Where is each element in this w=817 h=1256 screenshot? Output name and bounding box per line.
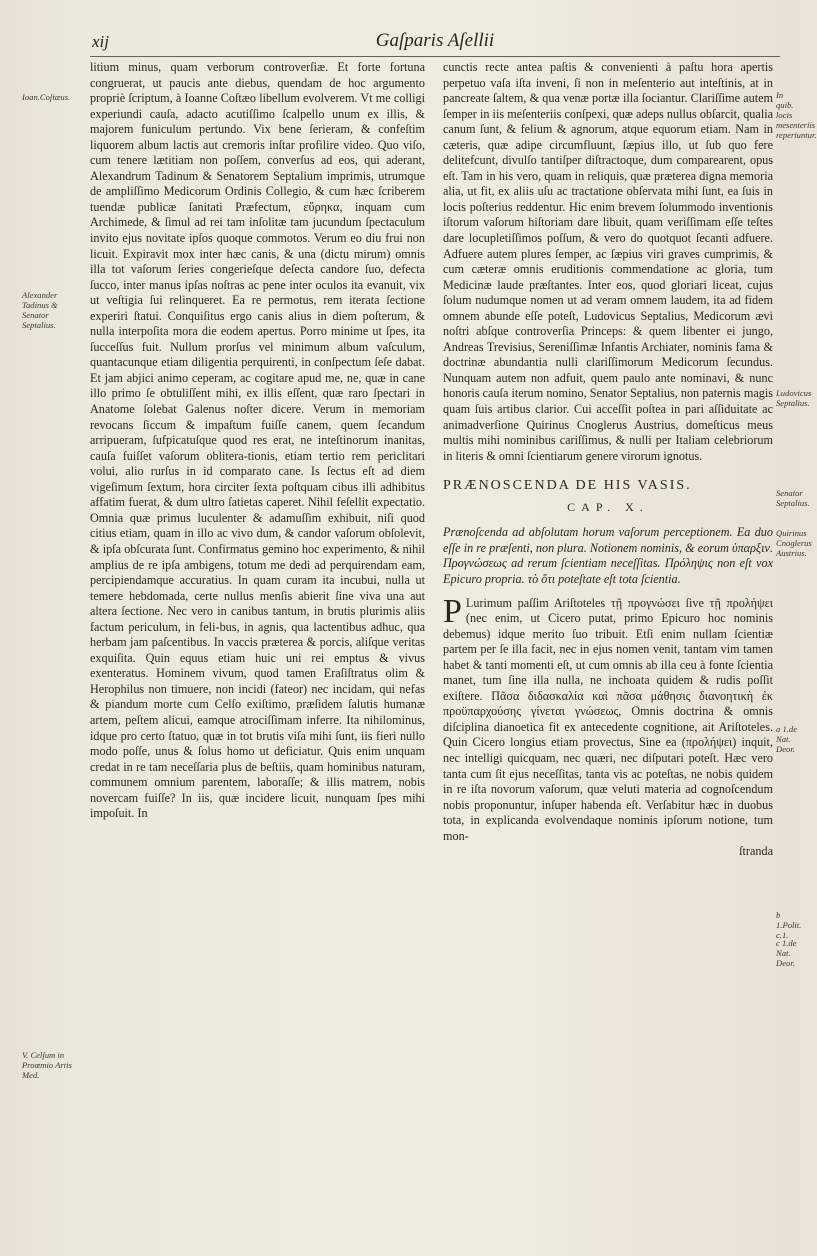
chapter-body: [443, 592, 773, 845]
margin-note-a: a 1.de Nat. Deor.: [776, 724, 798, 754]
section-heading: PRÆNOSCENDA DE HIS VASIS.: [443, 478, 692, 494]
chapter-summary: Prænoſcenda ad abſolutam horum vaſorum perceptionem. Ea duo eſſe in re præſenti, non plura. Notionem nominis, & eorum ὑπαρξιν. Προγνώσεως ad rerum ſcientiam neceſſitas. Πρόληψις non eſt vox Epicuro propria. τὸ ὅτι poteſtate eſt tota ſcientia.: [443, 525, 773, 586]
right-column: [443, 60, 773, 860]
catchword: ſtranda: [739, 844, 773, 859]
margin-note-b: b 1.Polit. c.1.: [776, 910, 802, 940]
margin-note-quirinus: Quirinus Cnoglerus Austrius.: [776, 528, 812, 558]
margin-note-locis: In quib. locis mesenteriis reperiuntur.: [776, 90, 817, 140]
right-column-text: cunctis recte antea paſtis & convenienti à paſtu hora apertis perpetuo vaſa iſta inveni, ſi non in meſenterio aut inteſtinis, at in pancreate ſaltem, & qua venæ portæ illa ſociantur. Clariſſime autem ſemper in iis meſenteriis conſpexi, quæ adeps nullus obſarcit, qualia canum ſunt, & felium & agnorum, atque equorum etiam. Nam in cæteris, quæ adipe circumfluunt, ſæpius illo, ut ſub quo fere delitefcunt, divulſo tantiſper diſtractoque, dum comparearent, opus eſt. Tam in his vero, quam in reliquis, quæ præterea digna memoria alia, ut fit, ex aliis uſu ac tractatione obſervata mihi ſunt, ea ſuis in locis poſterius reddentur. Hic enim brevem ſolummodo inventionis iſtorum vaſorum hiſtoriam dare libuit, quam veriſſimam eſſe teſtes dare locupletiſſimos poſſum, & vero do quotquot ſecanti adfuere. Adfuere autem plures ſemper, ac ſæpius viri graves cumprimis, & cum cæteræ omnis eruditionis commendatione ac gloria, tum Medicinæ laude præſtantes. Inter eos, quod gloriari liceat, cujus ſolum nudumque nomen ut ad veram omnem laudem, ita ad fidem omnem abunde eſſe poteſt, Ludovicus Septalius, Medicorum ævi noſtri abſque controverſia Princeps: & quem libenter ei jungo, Andreas Trevisius, Sereniſſimæ Infantis Archiater, nominis fama & doctrinæ abundantia nulli clariſſimorum Medicorum ſecundus. Nunquam autem non adfuit, quem paulo ante nominavi, & nunc honoris cauſa iterum nomino, Senator Septalius, non paternis magis quam ſuis artibus clarior. Cui acceſſit poſtea in pari aſſiduitate ac animadverſione Quirinus Cnoglerus Austrius, domeſticus meus multis mihi nominibus cariſſimus, & nulli per Italiam celebriorum in literis & omni ſcientiarum genere virorum ignotus.: [443, 60, 773, 463]
running-title: Gaſparis Aſellii: [375, 30, 495, 51]
margin-note-c: c 1.de Nat. Deor.: [776, 938, 797, 968]
margin-note-ludovicus: Ludovicus Septalius.: [776, 388, 812, 408]
left-column: [90, 60, 425, 822]
page-header: [90, 30, 780, 57]
left-column-text: litium minus, quam verborum controverſiæ. Et forte fortuna congruerat, ut paucis ante diebus, quendam de hoc argumento propriè ſcriptum, à Ioanne Coſtæo libellum evolverem. Vt me colligi experiundi cauſa, adacto acutiſſimo ſcalpello unum ex illis, & majorem funiculum pertundo. Vix bene ſerieram, & confeſtim liquorem album lactis aut cremoris inſtar profilire video. Quo viſo, cum tenere lætitiam non poſſem, converſus ad eos, qui aderant, Alexandrum Tadinum & Senatorem Septalium imprimis, utrumque de ampliſſimo Medicorum Ordinis Collegio, & cum hæc ſcriberem tuendæ publicæ ſanitati Præfectum, εὕρηκα, inquam cum Archimede, & ſimul ad rei tam inſolitæ tam jucundum ſpectaculum invito ejus novitate ipſos quoque commotos. Verum eo diu frui non licuit. Expiravit mox inter hæc canis, & una (dictu mirum) omnis illa tot vaſorum ſeries congerieſque deſecta candore ſuo, defecta ſucco, inter manus ipſas noſtras ac pene inter oculos ita evanuit, vix ut veſtigia ſui relinqueret. Ea re permotus, rem iterata ſectione experiri ſtatui. Conquiſitus ergo canis alius in diem poſterum, & nulla interpoſita mora die eodem apertus. Porro minime ut ſpes, ita ſucceſſus fuit. Nullum prorſus vel minimum album vaſculum, quantacunque etiam diligentia perquirenti, in conſpectum ſeſe dabat. Et jam abjici animo ceperam, ac cogitare apud me, ne, quæ in canе illo primo ſe obtuliſſent mihi, ex illis eſſent, quæ raro ſpectari in Anatome ſolebat Galenus noſter dicere. Verum in memoriam revocans ſiccum & impaſtum fuiſſe canem, quem ſecandum arripueram, ſufpicatuſque quod res erat, ne inteſtinorum inanitas, cauſa fuiſſet vaſorum oblitera-tionis, etiam tertio rem periclitari volui, alio rurſus in id comparato cane. Is ſectus eſt ad diem vigeſimum ſextum, hora circiter ſexta poſtquam cibus illi adhibitus affatim fuerat, & dum ultro ſatietas caperet. Nihil feſellit expectatio. Omnia quæ primus luculenter & adamuſſim exhibuit, niſi quod citius etiam, quam in illo ac vivo dum, & candor vaſorum obſolevit, & ipſa obſcurata ſunt. Confirmatus gemino hoc experimento, & nihil amplius de re ipſa ambigens, totum me dedi ad perquirendam eam, percipiendamque accuratius. In quam curam ita incubui, nulla ut temere hebdomada, certe nullus menſis abierit ſine viva una aut altera ſectione. Nec vero in canibus tantum, in brutis plurimis aliis factum periculum, in feli-bus, in agnis, qua lactentibus adhuc, qua herbam jam paſcentibus. In vaccis præterea & porcis, aliſque veritas exquiſita. Quin equus etiam huic uni rei emptus & vivus exenteratus. Hominem vivum, quod tamen Eraſiſtratus olim & Herophilus non timuere, non incidi (fateor) nec incidam, qui nefas & piandum morte cum Celſo exiſtimo, præſidem ſalutis humanæ artem, peſtem alicui, eamque atrociſſimam inferre. Ita nihilominus, idque pro certo ſtatuo, quæ in tot brutis viſa mihi ſunt, iis fieri nullo modo poſſe, unus & ſolus homo ut deficiatur. Quis enim unquam credat in re tam neceſſaria plus de beſtiis, quam hominibus naturam, communem omnium parentem, laboraſſe; & illis matrem, nobis novercam fuiſſe? In iis, quæ incidere licuit, nunquam ſpes mihi impoſuit. In: [90, 60, 425, 821]
margin-note-tadinus: Alexander Tadinus & Senator Septalius.: [22, 290, 58, 330]
margin-note-celsus: V. Celſum in Proœmio Artis Med.: [22, 1050, 72, 1080]
chapter-number: CAP. X.: [567, 499, 649, 514]
chapter-body-text: Lurimum paſſim Ariſtoteles τῇ προγνώσει ſive τῇ προλήψει (nec enim, ut Cicero putat, primo Epicuro hoc nominis debemus) idque merito ſuo tribuit. Etſi enim nullam ſcientiæ partem per ſe illa facit, nec in ejus nomen venit, tantam vim tamen habet & tanti momenti eſt, ut cum omnis ab illa ceu à fonte ſcientia manet, tum ſine illa nulla, ne inchoata quidem & rudis poſſit exiſtere. Πᾶσα διδασκαλία καὶ πᾶσα μάθησις διανοητικὴ ἐκ προϋπαρχούσης γίνεται γνώσεως, Omnis doctrina & omnis diſciplina dianoetica fit ex antecedente cognitione, ait Ariſtoteles. Quin Cicero longius etiam provectus, Sine ea (προλήψει) inquit, nec intelligi quicquam, nec quæri, nec diſputari poteſt. Hæc vero tanta cum ſit ejus neceſſitas, tanta vis ac poteſtas, ne nobis quidem in re iſta novorum vaſorum, quæ veluti materia ad cognoſcendum nobis proponuntur, inſuper habenda eſt. Verſabitur hæc in duobus tota, in explicanda evolvendaque nominis ipſorum notione, tum mon-: [443, 595, 773, 843]
margin-note-costaeus: Ioan.Coſtæus.: [22, 92, 71, 102]
margin-note-senator: Senator Septalius.: [776, 488, 810, 508]
drop-cap: P: [443, 592, 462, 630]
folio-number: xij: [92, 32, 109, 51]
